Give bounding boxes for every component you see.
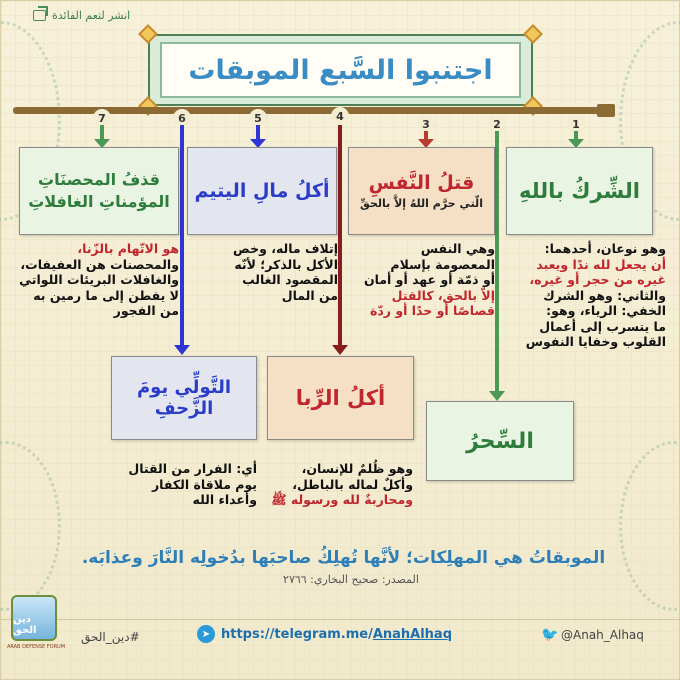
desc-line: وأعداء الله [192,492,257,507]
desc-line: المقصود الغالب [242,272,338,287]
hashtag-text: #دين_الحق [81,630,140,644]
connector-3 [424,131,428,139]
logo-caption: ARAB DEFENSE FORUM [6,644,66,650]
box-killing [348,147,495,235]
number-7: 7 [93,109,111,127]
desc-shirk [506,241,666,350]
box-fleeing [111,356,257,440]
desc-fleeing [109,461,257,508]
conclusion-text: الموبقاتُ هي المهلِكات؛ لأنَّها تُهلِكُ صاحبَها بدُخولِه النَّارَ وعذابَه. [81,548,606,568]
share-label: انشر لتعم الفائدة [52,9,131,22]
desc-line: هو الاتّهام بالزّنا، [77,241,179,256]
desc-line: أو ذمّة أو عهد أو أمان [363,272,495,287]
title-frame [148,34,533,106]
divider [1,619,680,620]
desc-line: أن يجعل لله ندًا ويعبد [536,256,666,272]
box-title: قذفُ المحصنَاتِ المؤمناتِ الغافلاتِ [28,170,170,211]
box-title: أكلُ الرِّبا [295,386,386,410]
hashtag[interactable] [81,630,140,644]
box-title: التَّولِّي يومَ الزَّحفِ [136,377,232,419]
number-5: 5 [249,109,267,127]
timeline-bar-end [597,104,615,117]
connector-5 [256,125,260,139]
desc-line: الأكل بالذكر؛ لأنّه [234,256,338,272]
share-link[interactable] [33,9,130,22]
telegram-link[interactable] [221,627,452,642]
title-panel [160,42,521,98]
twitter-handle: @Anah_Alhaq [561,628,644,642]
number-4: 4 [331,107,349,125]
number-1: 1 [567,115,585,133]
box-title: قتلُ النَّفسِ [368,172,475,194]
desc-line: لا يفطن إلى ما رمين به [33,287,179,303]
telegram-handle: AnahAlhaq [372,627,453,642]
desc-line: وهو ظُلمٌ للإنسان، [301,461,413,476]
number-2: 2 [488,115,506,133]
desc-line: القلوب وخفايا النفوس [525,334,666,349]
source-text: المصدر: صحيح البخاري: ٢٧٦٦ [283,573,419,586]
telegram-prefix: https://telegram.me/ [221,627,373,642]
telegram-icon: ➤ [197,625,215,643]
box-orphan [187,147,337,235]
desc-line: وهو نوعان، أحدهما: [544,241,666,256]
desc-line: قصاصًا أو حدًا أو ردّة [370,303,495,318]
desc-line: من المال [281,287,338,303]
connector-6 [180,125,184,347]
connector-1 [574,131,578,139]
arrow-2 [489,391,505,401]
box-title: أكلُ مالِ اليتيم [194,180,330,202]
desc-line: غيره من حجر أو غيره، [529,272,666,287]
arrow-4 [332,345,348,355]
box-shirk [506,147,653,235]
twitter-link[interactable] [561,628,644,642]
box-usury [267,356,414,440]
logo-text: دين الحق [13,614,37,636]
desc-orphan [193,241,338,303]
box-subtitle: الّتي حرَّم اللهُ إلاَّ بالحقِّ [360,197,483,210]
box-title: السِّحرُ [466,428,534,454]
desc-line: من الفجور [113,303,179,318]
number-3: 3 [417,115,435,133]
desc-slander [11,241,179,319]
twitter-icon: 🐦 [541,627,559,643]
desc-line: المعصومة بإسلام [390,256,495,272]
desc-line: أي: الفرار من القتال [128,461,257,476]
desc-line: إتلاف ماله، وخص [233,241,338,256]
desc-line: وهي النفس [420,241,495,256]
desc-usury [263,461,413,508]
desc-line: والغافلات البريئات اللواتي [19,272,179,287]
desc-line: وأكلٌ لماله بالباطل، [292,476,413,492]
desc-line: والثاني: وهو الشرك [543,287,666,303]
desc-line: الخفي: الرياء، وهو: [546,303,666,318]
page-title: اجتنبوا السَّبع الموبقات [188,54,493,86]
connector-4 [338,125,342,347]
number-6: 6 [173,109,191,127]
connector-2 [495,131,499,393]
desc-line: ما يتسرب إلى أعمال [539,318,666,334]
box-title: الشِّركُ باللهِ [518,179,641,203]
arrow-6 [174,345,190,355]
box-magic [426,401,574,481]
share-icon [33,10,46,21]
desc-line: يوم ملاقاة الكفار [151,476,257,492]
desc-killing [348,241,495,319]
desc-line: والمحصنات هن العفيفات، [20,256,179,272]
desc-line: ومحاربةٌ لله ورسوله ﷺ [271,492,413,507]
box-slander [19,147,179,235]
site-logo [11,595,57,641]
desc-line: إلاّ بالحق، كالقتل [391,287,495,303]
connector-7 [100,125,104,139]
